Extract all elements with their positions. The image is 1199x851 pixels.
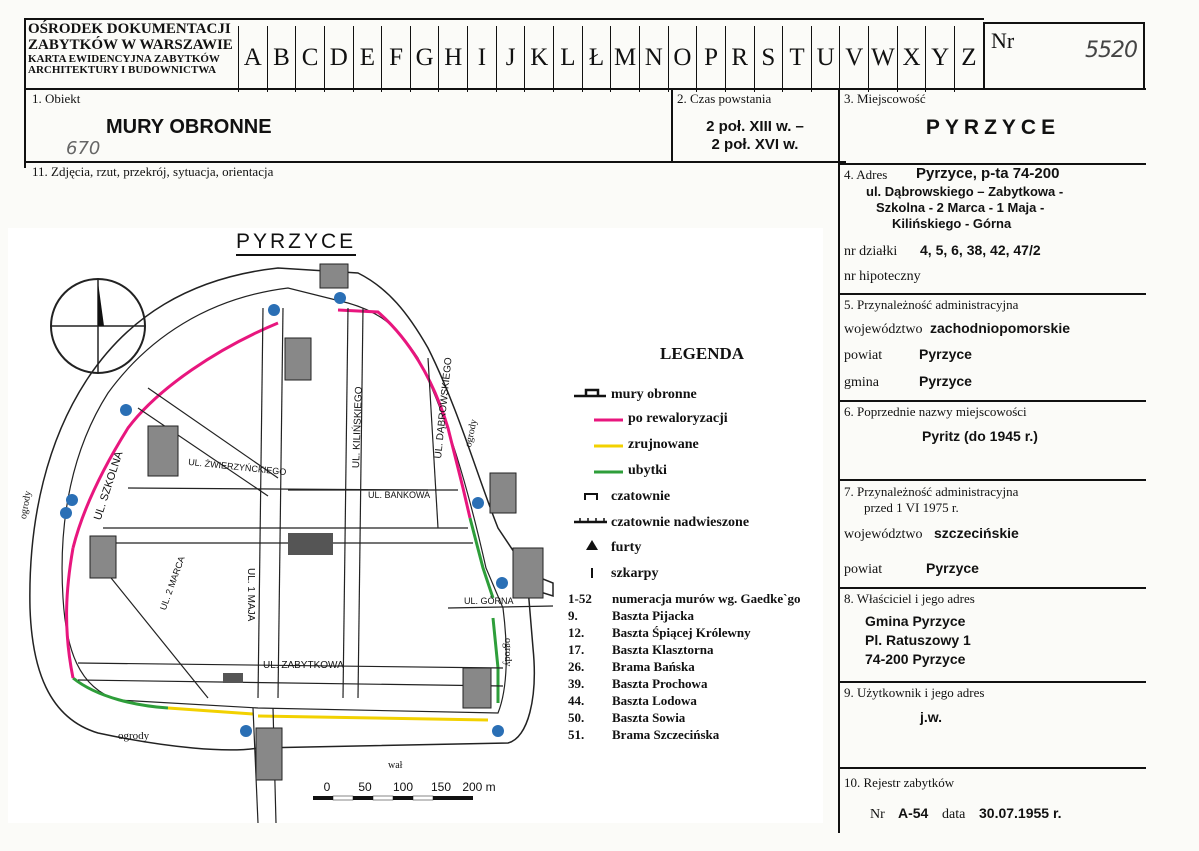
wall-yellow-south	[258, 716, 488, 720]
legend-czat: czatownie	[611, 489, 671, 504]
label-ogrody-east: ogrody	[502, 638, 513, 667]
legend-list	[568, 590, 800, 743]
frame-left	[24, 18, 26, 168]
legend-rewal: po rewaloryzacji	[628, 411, 728, 426]
czas-value-1: 2 poł. XIII w. –	[706, 118, 804, 135]
scale-tick-label: 200 m	[462, 780, 496, 794]
czas-label: 2. Czas powstania	[677, 91, 772, 106]
legend-entry-text: Baszta Pijacka	[612, 608, 694, 623]
org-line-1: OŚRODEK DOKUMENTACJI	[28, 21, 231, 37]
powiat2-label: powiat	[844, 562, 883, 577]
org-line-4: ARCHITEKTURY I BUDOWNICTWA	[28, 64, 217, 77]
powiat2-value: Pyrzyce	[926, 560, 979, 576]
index-letter: E	[353, 26, 382, 92]
index-letter: L	[553, 26, 582, 92]
index-letter: S	[754, 26, 783, 92]
legend-mury: mury obronne	[611, 387, 697, 402]
inner-outline	[62, 288, 506, 713]
legend-entry	[568, 675, 800, 692]
gmina-label: gmina	[844, 375, 879, 390]
index-letter: A	[238, 26, 267, 92]
przed-label-2: przed 1 VI 1975 r.	[864, 500, 959, 515]
legend-entry-text: numeracja murów wg. Gaedke`go	[612, 591, 801, 606]
street-marca: UL. 2 MARCA	[158, 554, 187, 612]
rynek-marker	[288, 533, 333, 555]
legend-ubytki: ubytki	[628, 463, 667, 478]
adres-label: 4. Adres	[844, 167, 888, 182]
nr-box	[983, 22, 1145, 90]
right-sep-3	[838, 400, 1146, 402]
label-ogrody-south: ogrody	[118, 730, 150, 742]
index-letter: J	[496, 26, 525, 92]
legend-entry-num: 39.	[568, 676, 585, 691]
rejestr-data-label: data	[942, 807, 966, 822]
scale-tick-label: 100	[392, 780, 414, 794]
index-letter: U	[811, 26, 840, 92]
legend-entry-num: 26.	[568, 659, 585, 674]
right-sep-4	[838, 479, 1146, 481]
frame-top	[24, 18, 984, 20]
wall-green-east	[470, 518, 493, 598]
woj2-value: szczecińskie	[934, 525, 1019, 541]
miejscowosc-label: 3. Miejscowość	[844, 91, 926, 106]
rejestr-nr-value: A-54	[898, 805, 929, 821]
legend-entry-num: 12.	[568, 625, 585, 640]
index-letter: V	[839, 26, 868, 92]
wall-west	[67, 548, 73, 678]
legend-entry	[568, 658, 800, 675]
index-letter: H	[438, 26, 467, 92]
woj-value: zachodniopomorskie	[930, 320, 1071, 336]
legend-title: LEGENDA	[660, 344, 745, 363]
legend-entry-num: 17.	[568, 642, 585, 657]
przynaleznosc-label: 5. Przynależność administracyjna	[844, 297, 1019, 312]
adres-value-2: ul. Dąbrowskiego – Zabytkowa -	[866, 184, 1064, 199]
adres-value-3: Szkolna - 2 Marca - 1 Maja -	[876, 200, 1045, 215]
wlasciciel-value-2: Pl. Ratuszowy 1	[865, 632, 971, 648]
index-letter: K	[524, 26, 553, 92]
rejestr-nr-label: Nr	[870, 807, 885, 822]
map-town-title: PYRZYCE	[236, 230, 356, 256]
legend-entry-text: Brama Szczecińska	[612, 727, 720, 742]
legend-zrujn: zrujnowane	[628, 437, 699, 452]
legend-entry	[568, 726, 800, 743]
legend-entry	[568, 590, 800, 607]
rejestr-label: 10. Rejestr zabytków	[844, 775, 955, 790]
legend-entry-num: 1-52	[568, 591, 592, 606]
nr-value: 5520	[1085, 38, 1137, 63]
czas-value-2: 2 poł. XVI w.	[711, 136, 799, 153]
uzytkownik-value: j.w.	[920, 709, 943, 725]
adres-value-4: Kilińskiego - Górna	[892, 216, 1012, 231]
rejestr-data-value: 30.07.1955 r.	[979, 805, 1062, 821]
powiat-label: powiat	[844, 348, 883, 363]
woj-label: województwo	[844, 322, 923, 337]
legend-furty: furty	[611, 540, 642, 555]
street-maja: UL. 1 MAJA	[245, 568, 256, 622]
uzytkownik-label: 9. Użytkownik i jego adres	[844, 685, 985, 700]
legend-entry	[568, 641, 800, 658]
street-kilinskiego: UL. KILIŃSKIEGO	[351, 386, 365, 469]
street-szkolna: UL. SZKOLNA	[92, 449, 126, 522]
hipoteczny-label: nr hipoteczny	[844, 269, 921, 284]
dzialki-label: nr działki	[844, 244, 898, 259]
row-line-2	[24, 161, 846, 163]
street-gorna: UL. GÓRNA	[464, 596, 514, 606]
index-letter: D	[324, 26, 353, 92]
index-letter: F	[381, 26, 410, 92]
scale-ticks	[308, 780, 498, 794]
index-letter: G	[410, 26, 439, 92]
legend-entry-text: Baszta Śpiącej Królewny	[612, 625, 751, 640]
index-letter: P	[696, 26, 725, 92]
street-zabytkowa: UL. ZABYTKOWA	[263, 660, 344, 671]
index-letter: X	[897, 26, 926, 92]
woj2-label: województwo	[844, 527, 923, 542]
index-letter: R	[725, 26, 754, 92]
wall-yellow-sw	[168, 708, 253, 714]
powiat-value: Pyrzyce	[919, 346, 972, 362]
legend-entry	[568, 607, 800, 624]
poprzednie-label: 6. Poprzednie nazwy miejscowości	[844, 404, 1027, 419]
label-wal: wał	[388, 760, 403, 771]
legend-czat-nadw: czatownie nadwieszone	[611, 515, 750, 530]
wall-green-sw	[73, 678, 168, 708]
miejscowosc-value: PYRZYCE	[925, 116, 1061, 139]
furty-icon	[586, 540, 598, 550]
org-line-3: KARTA EWIDENCYJNA ZABYTKÓW	[28, 52, 220, 65]
north-arrow-icon	[98, 282, 104, 326]
legend-entry-num: 9.	[568, 608, 578, 623]
legend-entry-num: 50.	[568, 710, 585, 725]
index-letter: Ł	[582, 26, 611, 92]
right-sep-2	[838, 293, 1146, 295]
scale-tick-label: 150	[430, 780, 452, 794]
wlasciciel-value-3: 74-200 Pyrzyce	[865, 651, 966, 667]
legend-entry-text: Baszta Lodowa	[612, 693, 697, 708]
obiekt-value: MURY OBRONNE	[106, 116, 272, 138]
legend-entry-text: Baszta Prochowa	[612, 676, 708, 691]
legend-entry-text: Baszta Sowia	[612, 710, 686, 725]
scale-tick-label: 0	[323, 780, 331, 794]
zdjecia-label: 11. Zdjęcia, rzut, przekrój, sytuacja, orientacja	[32, 164, 274, 179]
index-letter: B	[267, 26, 296, 92]
south-marker	[223, 673, 243, 683]
legend-entry-num: 51.	[568, 727, 585, 742]
poprzednie-value: Pyritz (do 1945 r.)	[922, 428, 1038, 444]
index-letter: Z	[954, 26, 983, 92]
gmina-value: Pyrzyce	[919, 373, 972, 389]
right-sep-7	[838, 767, 1146, 769]
obiekt-hand-number: 670	[66, 138, 101, 159]
obiekt-label: 1. Obiekt	[32, 91, 81, 106]
street-dabrowskiego: UL. DĄBROWSKIEGO	[433, 356, 455, 460]
legend-entry	[568, 624, 800, 641]
wall-yellow-east	[493, 618, 498, 703]
dzialki-value: 4, 5, 6, 38, 42, 47/2	[920, 242, 1041, 258]
adres-value-1: Pyrzyce, p-ta 74-200	[916, 165, 1060, 182]
scale-tick-label: 50	[358, 780, 372, 794]
legend-entry-num: 44.	[568, 693, 585, 708]
wlasciciel-label: 8. Właściciel i jego adres	[844, 591, 975, 606]
legend-entry	[568, 692, 800, 709]
index-letters	[238, 26, 983, 92]
org-header	[28, 22, 250, 77]
legend-skarpy: szkarpy	[611, 566, 659, 581]
index-letter: T	[782, 26, 811, 92]
legend-entry-text: Baszta Klasztorna	[612, 642, 714, 657]
index-letter: M	[610, 26, 639, 92]
index-letter: O	[668, 26, 697, 92]
index-letter: I	[467, 26, 496, 92]
right-sep-6	[838, 681, 1146, 683]
label-ogrody-west: ogrody	[18, 490, 34, 520]
street-zwierzyn: UL. ŻWIERZYŃCKIEGO	[187, 456, 287, 478]
wlasciciel-value-1: Gmina Pyrzyce	[865, 613, 966, 629]
legend-entry	[568, 709, 800, 726]
town-map	[8, 228, 823, 823]
index-letter: C	[295, 26, 324, 92]
nr-label: Nr	[991, 28, 1015, 53]
street-bankowa: UL. BANKOWA	[368, 490, 431, 500]
right-sep-5	[838, 587, 1146, 589]
label-ogrody-ne: ogrody	[463, 418, 480, 449]
przed-label-1: 7. Przynależność administracyjna	[844, 484, 1019, 499]
scale-bar	[313, 796, 473, 800]
legend-entry-text: Brama Bańska	[612, 659, 695, 674]
org-line-2: ZABYTKÓW W WARSZAWIE	[28, 36, 233, 53]
col-line-right	[838, 88, 840, 833]
index-letter: Y	[925, 26, 954, 92]
index-letter: N	[639, 26, 668, 92]
index-letter: W	[868, 26, 897, 92]
